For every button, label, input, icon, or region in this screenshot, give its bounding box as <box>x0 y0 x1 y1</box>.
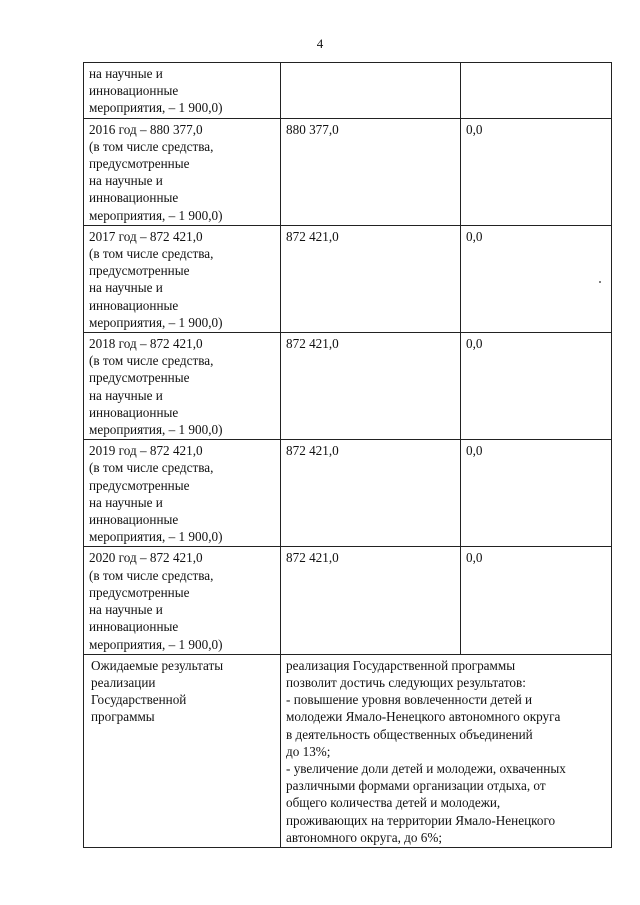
table-row <box>84 118 612 225</box>
results-label-line: Государственной <box>91 692 187 708</box>
period-text-line: 2017 год – 872 421,0 <box>89 228 203 244</box>
results-label-cell <box>84 654 281 847</box>
other-amount-cell <box>461 333 612 440</box>
period-text-line: предусмотренные <box>89 477 190 493</box>
other-amount-value: 0,0 <box>466 336 483 352</box>
period-cell <box>84 440 281 547</box>
period-text-line: 2018 год – 872 421,0 <box>89 336 203 352</box>
other-amount-cell <box>461 118 612 225</box>
table-row <box>84 333 612 440</box>
table-row <box>84 440 612 547</box>
other-amount-cell <box>461 63 612 119</box>
amount-value: 872 421,0 <box>286 550 339 566</box>
budget-table-body <box>84 63 612 848</box>
table-row-continuation <box>84 63 612 119</box>
period-text-line: инновационные <box>89 83 179 99</box>
period-text-line: мероприятия, – 1 900,0) <box>89 100 223 116</box>
period-text-line: мероприятия, – 1 900,0) <box>89 314 223 330</box>
period-text-line: предусмотренные <box>89 370 190 386</box>
period-text-line: на научные и <box>89 387 163 403</box>
budget-table <box>83 62 612 848</box>
results-text-line: общего количества детей и молодежи, <box>286 795 501 811</box>
period-text-line: (в том числе средства, <box>89 353 214 369</box>
results-text-line: реализация Государственной программы <box>286 657 516 673</box>
other-amount-value: 0,0 <box>466 443 483 459</box>
period-text-line: предусмотренные <box>89 156 190 172</box>
results-text-line: позволит достичь следующих результатов: <box>286 674 526 690</box>
other-amount-value: 0,0 <box>466 228 483 244</box>
period-text-line: мероприятия, – 1 900,0) <box>89 529 223 545</box>
amount-value: 872 421,0 <box>286 228 339 244</box>
period-text-line: инновационные <box>89 404 179 420</box>
results-label-line: Ожидаемые результаты <box>91 657 224 673</box>
period-cell <box>84 118 281 225</box>
period-text-line: инновационные <box>89 297 179 313</box>
amount-cell <box>281 440 461 547</box>
period-cell <box>84 225 281 332</box>
period-text-line: на научные и <box>89 173 163 189</box>
other-amount-value: 0,0 <box>466 121 483 137</box>
period-text-line: на научные и <box>89 494 163 510</box>
period-text-line: 2020 год – 872 421,0 <box>89 550 203 566</box>
results-text-line: проживающих на территории Ямало-Ненецкого <box>286 812 556 828</box>
results-text-line: до 13%; <box>286 743 331 759</box>
period-text-line: мероприятия, – 1 900,0) <box>89 422 223 438</box>
period-cell <box>84 547 281 654</box>
table-row-expected-results <box>84 654 612 847</box>
other-amount-cell <box>461 547 612 654</box>
table-row <box>84 225 612 332</box>
period-text-line: мероприятия, – 1 900,0) <box>89 636 223 652</box>
results-text-cell <box>281 654 612 847</box>
amount-value: 872 421,0 <box>286 443 339 459</box>
results-text-line: автономного округа, до 6%; <box>286 829 443 845</box>
amount-cell <box>281 225 461 332</box>
amount-value: 872 421,0 <box>286 336 339 352</box>
amount-value: 880 377,0 <box>286 121 339 137</box>
results-text-line: - повышение уровня вовлеченности детей и <box>286 692 533 708</box>
results-text-line: в деятельность общественных объединений <box>286 726 533 742</box>
period-text-line: (в том числе средства, <box>89 138 214 154</box>
period-text-line: инновационные <box>89 619 179 635</box>
scan-speck <box>599 281 601 283</box>
period-text-line: на научные и <box>89 602 163 618</box>
results-text-line: различными формами организации отдыха, от <box>286 778 546 794</box>
period-text-line: (в том числе средства, <box>89 246 214 262</box>
period-text-line: инновационные <box>89 512 179 528</box>
period-text-line: на научные и <box>89 66 163 81</box>
period-text-line: (в том числе средства, <box>89 460 214 476</box>
results-label-line: программы <box>91 709 155 725</box>
amount-cell <box>281 333 461 440</box>
period-text-line: 2016 год – 880 377,0 <box>89 121 203 137</box>
other-amount-value: 0,0 <box>466 550 483 566</box>
amount-cell <box>281 63 461 119</box>
results-text-line: - увеличение доли детей и молодежи, охваченных <box>286 760 566 776</box>
other-amount-cell <box>461 225 612 332</box>
period-cell <box>84 333 281 440</box>
period-text-line: (в том числе средства, <box>89 567 214 583</box>
period-text-line: 2019 год – 872 421,0 <box>89 443 203 459</box>
table-row <box>84 547 612 654</box>
amount-cell <box>281 547 461 654</box>
period-text-line: мероприятия, – 1 900,0) <box>89 207 223 223</box>
results-text-line: молодежи Ямало-Ненецкого автономного округа <box>286 709 561 725</box>
period-text-line: инновационные <box>89 190 179 206</box>
page-number: 4 <box>316 36 324 51</box>
period-text-line: предусмотренные <box>89 263 190 279</box>
other-amount-cell <box>461 440 612 547</box>
period-text-line: на научные и <box>89 280 163 296</box>
period-cell <box>84 63 281 119</box>
period-text-line: предусмотренные <box>89 584 190 600</box>
amount-cell <box>281 118 461 225</box>
results-label-line: реализации <box>91 674 156 690</box>
